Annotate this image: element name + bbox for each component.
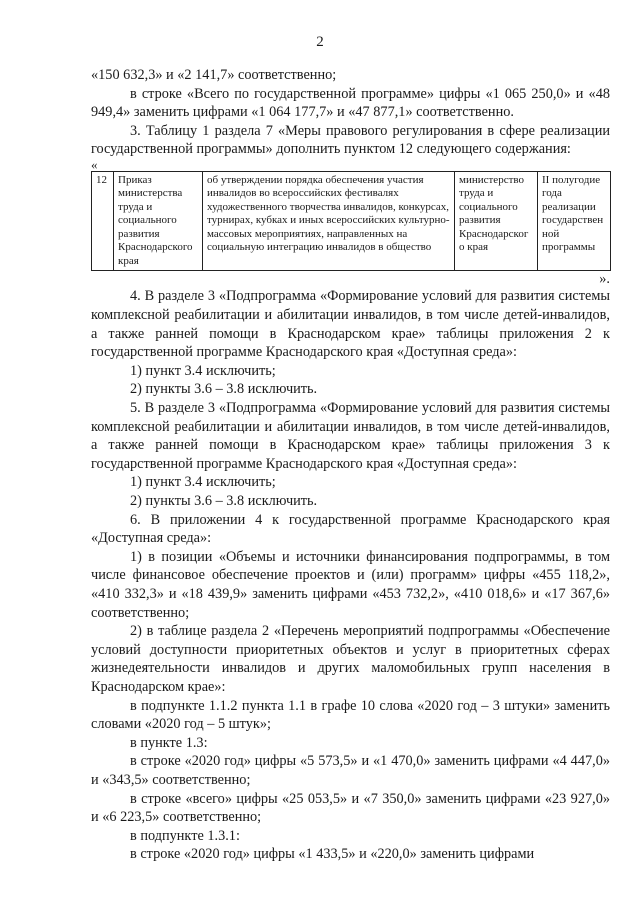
list-item: в строке «2020 год» цифры «1 433,5» и «220,0» заменить цифрами bbox=[130, 846, 535, 863]
paragraph-section-4: 4. В разделе 3 «Подпрограмма «Формирование условий для развития системы комплексной реабилитации и абилитации инвалидов, в том числе детей-инвалидов, а также ранней помощи в Краснодарском крае» таблицы приложения 2 к государственной программе Краснодарского края «Доступная среда»: bbox=[91, 288, 610, 361]
table-row bbox=[92, 171, 611, 271]
paragraph-section-6: 6. В приложении 4 к государственной программе Краснодарского края «Доступная среда»: bbox=[91, 511, 610, 547]
document-body bbox=[91, 66, 610, 864]
list-item: 1) пункт 3.4 исключить; bbox=[130, 362, 276, 379]
cell-number: 12 bbox=[92, 171, 114, 271]
cell-term: II полугодие года реализации государственной программы bbox=[538, 171, 611, 271]
list-item: в строке «2020 год» цифры «5 573,5» и «1 470,0» заменить цифрами «4 447,0» и «343,5» соответственно; bbox=[91, 753, 610, 788]
list-item: в строке «всего» цифры «25 053,5» и «7 350,0» заменить цифрами «23 927,0» и «6 223,5» соответственно; bbox=[91, 790, 610, 826]
inserted-table bbox=[91, 171, 611, 272]
list-item: 2) пункты 3.6 – 3.8 исключить. bbox=[130, 493, 318, 509]
list-item: 1) в позиции «Объемы и источники финансирования подпрограммы, в том числе финансовое обеспечение проектов и (или) программ» цифры «455 118,2», «410 332,3» и «18 439,9» заменить цифрами «453 732,2», «410 018,6» и «17 367,6» соответственно; bbox=[91, 548, 610, 621]
cell-executor: министерство труда и социального развития Краснодарского края bbox=[455, 171, 538, 271]
paragraph-line: «150 632,3» и «2 141,7» соответственно; bbox=[91, 67, 337, 83]
list-item: в пункте 1.3: bbox=[130, 734, 208, 751]
list-item: в подпункте 1.3.1: bbox=[130, 827, 240, 844]
quote-open: « bbox=[91, 156, 98, 172]
cell-document: Приказ министерства труда и социального развития Краснодарского края bbox=[114, 171, 203, 271]
paragraph-item-3: 3. Таблицу 1 раздела 7 «Меры правового регулирования в сфере реализации государственной программы» дополнить пунктом 12 следующего содержания: bbox=[91, 122, 610, 158]
quote-close: ». bbox=[599, 271, 610, 288]
list-item: в подпункте 1.1.2 пункта 1.1 в графе 10 слова «2020 год – 3 штуки» заменить словами «2020 год – 5 штук»; bbox=[91, 697, 610, 733]
page-number: 2 bbox=[316, 34, 324, 50]
cell-content: об утверждении порядка обеспечения участия инвалидов во всероссийских фестивалях художественного творчества инвалидов, конкурсах, турнирах, кубках и иных всероссийских культурно-массовых мероприятиях, направленных на социальную интеграцию инвалидов в общество bbox=[203, 171, 455, 271]
list-item: 2) в таблице раздела 2 «Перечень мероприятий подпрограммы «Обеспечение условий доступности приоритетных объектов и услуг в приоритетных сферах жизнедеятельности инвалидов и других маломобильных групп населения в Краснодарском крае»: bbox=[91, 623, 610, 695]
list-item: 1) пункт 3.4 исключить; bbox=[130, 474, 276, 491]
paragraph-section-5: 5. В разделе 3 «Подпрограмма «Формирование условий для развития системы комплексной реабилитации и абилитации инвалидов, в том числе детей-инвалидов, а также ранней помощи в Краснодарском крае» таблицы приложения 3 к государственной программе Краснодарского края «Доступная среда»: bbox=[91, 400, 610, 472]
paragraph-total-row: в строке «Всего по государственной программе» цифры «1 065 250,0» и «48 949,4» заменить цифрами «1 064 177,7» и «47 877,1» соответственно. bbox=[91, 85, 610, 121]
list-item: 2) пункты 3.6 – 3.8 исключить. bbox=[130, 381, 318, 398]
